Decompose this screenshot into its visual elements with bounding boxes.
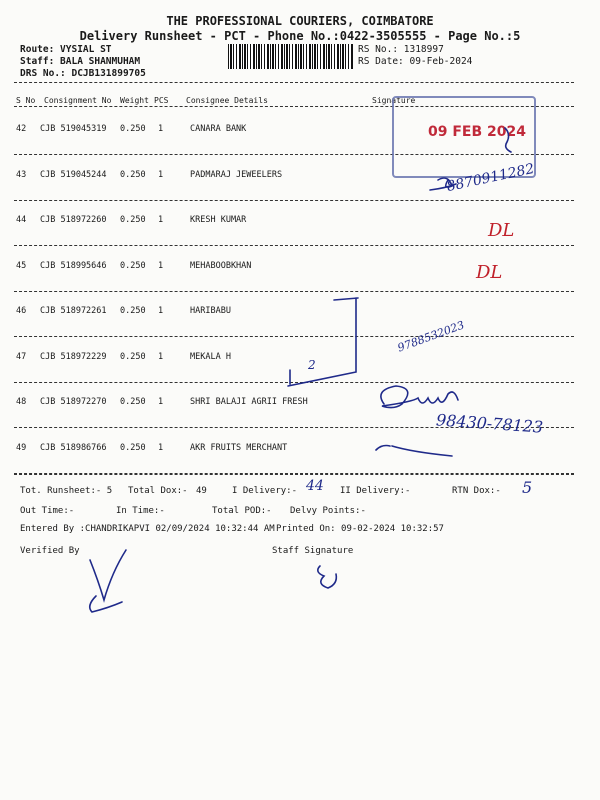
total-pod-label: Total POD:- xyxy=(212,506,272,516)
cell-pcs: 1 xyxy=(158,124,164,134)
col-consignment: Consignment No xyxy=(44,96,112,105)
cell-weight: 0.250 xyxy=(120,261,146,271)
cell-sno: 49 xyxy=(16,443,27,453)
handwritten-mark: 2 xyxy=(308,358,316,372)
col-sno: S No xyxy=(16,96,36,105)
drs-label: DRS No.: DCJB131899705 xyxy=(20,68,146,79)
cell-pcs: 1 xyxy=(158,215,164,225)
in-time-label: In Time:- xyxy=(116,506,165,516)
cell-sno: 44 xyxy=(16,215,27,225)
cell-consignment-no: CJB 518972260 xyxy=(40,215,107,225)
handwritten-phone: 8870911282 xyxy=(445,160,536,196)
handwritten-dl: DL xyxy=(476,262,503,283)
out-time-label: Out Time:- xyxy=(20,506,75,516)
staff-label: Staff: BALA SHANMUHAM xyxy=(20,56,141,67)
cell-pcs: 1 xyxy=(158,261,164,271)
col-pcs: PCS xyxy=(154,96,169,105)
rs-date: RS Date: 09-Feb-2024 xyxy=(358,56,473,67)
cell-pcs: 1 xyxy=(158,170,164,180)
col-signature: Signature xyxy=(372,96,416,105)
cell-pcs: 1 xyxy=(158,397,164,407)
verified-by-label: Verified By xyxy=(20,546,80,556)
cell-sno: 43 xyxy=(16,170,27,180)
cell-consignment-no: CJB 518972229 xyxy=(40,352,107,362)
document-title: THE PROFESSIONAL COURIERS, COIMBATORE xyxy=(166,14,434,28)
total-dox-label: Total Dox:- xyxy=(128,486,188,496)
ii-delivery-label: II Delivery:- xyxy=(340,486,411,496)
col-weight: Weight xyxy=(120,96,149,105)
handwritten-count: 44 xyxy=(306,478,324,494)
separator xyxy=(14,474,574,475)
cell-consignee: CANARA BANK xyxy=(190,124,247,134)
staff-signature-label: Staff Signature xyxy=(272,546,354,556)
cell-consignee: PADMARAJ JEWEELERS xyxy=(190,170,283,180)
handwritten-dl: DL xyxy=(488,220,515,241)
cell-consignee: MEHABOOBKHAN xyxy=(190,261,252,271)
cell-consignee: SHRI BALAJI AGRII FRESH xyxy=(190,397,308,407)
cell-weight: 0.250 xyxy=(120,352,146,362)
cell-consignee: MEKALA H xyxy=(190,352,231,362)
rtn-dox-label: RTN Dox:- xyxy=(452,486,501,496)
cell-weight: 0.250 xyxy=(120,443,146,453)
delvy-points-label: Delvy Points:- xyxy=(290,506,366,516)
cell-sno: 47 xyxy=(16,352,27,362)
stamp-date: 09 FEB 2024 xyxy=(428,124,526,140)
cell-sno: 45 xyxy=(16,261,27,271)
printed-on: Printed On: 09-02-2024 10:32:57 xyxy=(276,524,444,534)
cell-weight: 0.250 xyxy=(120,124,146,134)
document-subtitle: Delivery Runsheet - PCT - Phone No.:0422-3505555 - Page No.:5 xyxy=(79,29,521,43)
cell-consignment-no: CJB 518986766 xyxy=(40,443,107,453)
i-delivery-label: I Delivery:- xyxy=(232,486,298,496)
cell-weight: 0.250 xyxy=(120,215,146,225)
route-label: Route: VYSIAL ST xyxy=(20,44,112,55)
cell-weight: 0.250 xyxy=(120,170,146,180)
col-consignee: Consignee Details xyxy=(186,96,268,105)
cell-weight: 0.250 xyxy=(120,397,146,407)
entered-by: Entered By :CHANDRIKAPVI 02/09/2024 10:32:44 AM xyxy=(20,524,275,534)
handwritten-phone: 9788532023 xyxy=(395,318,467,355)
cell-pcs: 1 xyxy=(158,306,164,316)
cell-consignment-no: CJB 518972270 xyxy=(40,397,107,407)
handwritten-phone: 98430-78123 xyxy=(435,410,544,437)
cell-consignment-no: CJB 519045319 xyxy=(40,124,107,134)
cell-consignee: HARIBABU xyxy=(190,306,231,316)
cell-sno: 48 xyxy=(16,397,27,407)
cell-pcs: 1 xyxy=(158,443,164,453)
rs-number: RS No.: 1318997 xyxy=(358,44,444,55)
cell-weight: 0.250 xyxy=(120,306,146,316)
cell-consignee: AKR FRUITS MERCHANT xyxy=(190,443,288,453)
cell-consignment-no: CJB 518995646 xyxy=(40,261,107,271)
cell-consignment-no: CJB 518972261 xyxy=(40,306,107,316)
cell-consignment-no: CJB 519045244 xyxy=(40,170,107,180)
total-dox-value: 49 xyxy=(196,486,207,496)
cell-sno: 42 xyxy=(16,124,27,134)
cell-pcs: 1 xyxy=(158,352,164,362)
total-runsheet: Tot. Runsheet:- 5 xyxy=(20,486,113,496)
handwritten-count: 5 xyxy=(522,478,533,497)
cell-consignee: KRESH KUMAR xyxy=(190,215,247,225)
cell-sno: 46 xyxy=(16,306,27,316)
